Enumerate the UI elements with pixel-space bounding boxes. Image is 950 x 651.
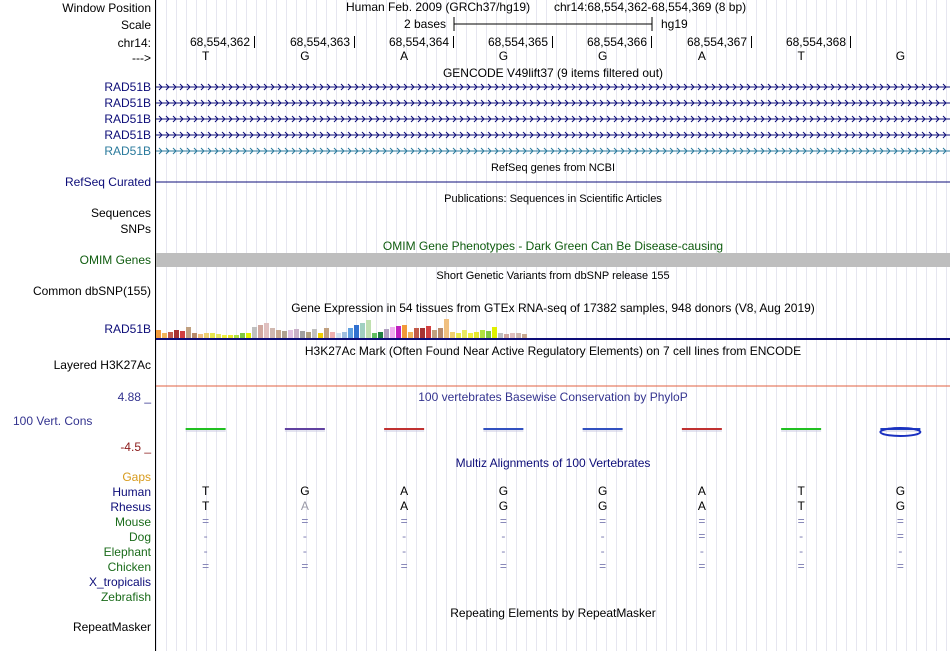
- aligned-base: -: [402, 529, 407, 543]
- aligned-base: =: [896, 514, 904, 528]
- aligned-base: A: [300, 499, 309, 513]
- species-label[interactable]: Zebrafish: [100, 590, 151, 604]
- species-label[interactable]: X_tropicalis: [88, 575, 151, 589]
- gtex-tissue-bar: [378, 332, 383, 338]
- aligned-base: =: [400, 559, 408, 573]
- snps-label[interactable]: SNPs: [120, 222, 151, 236]
- aligned-base: -: [501, 544, 506, 558]
- gtex-tissue-bar: [324, 328, 329, 338]
- ruler-tick: [354, 36, 355, 48]
- species-label[interactable]: Elephant: [103, 545, 151, 559]
- publications-track-title: Publications: Sequences in Scientific Articles: [444, 193, 662, 205]
- aligned-base: =: [301, 559, 309, 573]
- reference-base: T: [201, 49, 210, 63]
- gtex-tissue-bar: [408, 332, 413, 338]
- aligned-base: G: [300, 484, 310, 498]
- aligned-base: -: [799, 529, 804, 543]
- gtex-tissue-bar: [174, 330, 179, 338]
- gtex-tissue-bar: [360, 323, 365, 338]
- scale-text: 2 bases: [404, 17, 447, 31]
- gtex-tissue-bar: [426, 326, 431, 338]
- aligned-base: G: [597, 484, 608, 498]
- aligned-base: =: [698, 514, 706, 528]
- gtex-tissue-bar: [252, 327, 257, 338]
- aligned-base: T: [797, 484, 805, 498]
- scale-label: Scale: [120, 18, 151, 32]
- gtex-tissue-bar: [282, 331, 287, 338]
- aligned-base: G: [895, 499, 906, 513]
- ruler-tick: [850, 36, 851, 48]
- gtex-tissue-bar: [492, 327, 497, 338]
- gtex-track-title: Gene Expression in 54 tissues from GTEx RNA-seq of 17382 samples, 948 donors (V8, Aug 2019): [291, 301, 815, 315]
- aligned-base: -: [402, 544, 407, 558]
- gtex-tissue-bar: [264, 323, 269, 338]
- phylop-conservation-plot[interactable]: [156, 420, 950, 442]
- ruler-tick: [254, 36, 255, 48]
- ruler-label: 68,554,365: [487, 35, 548, 49]
- gtex-tissue-bar: [450, 332, 455, 338]
- gtex-tissue-bar: [270, 328, 275, 338]
- aligned-base: A: [400, 484, 409, 498]
- gtex-tissue-bar: [222, 335, 227, 338]
- ruler-label: 68,554,368: [785, 35, 846, 49]
- aligned-base: =: [797, 514, 805, 528]
- gtex-tissue-bar: [396, 326, 401, 338]
- gencode-item-label-3[interactable]: RAD51B: [104, 112, 151, 126]
- gtex-tissue-bar: [342, 332, 347, 338]
- layered-h3k27ac-label[interactable]: Layered H3K27Ac: [53, 358, 151, 372]
- aligned-base: =: [599, 514, 607, 528]
- aligned-base: =: [301, 514, 309, 528]
- gtex-tissue-bar: [336, 333, 341, 338]
- reference-base: T: [797, 49, 805, 63]
- reference-base: G: [895, 49, 906, 63]
- aligned-base: T: [201, 499, 210, 513]
- repeatmasker-track-title: Repeating Elements by RepeatMasker: [450, 606, 656, 620]
- gtex-tissue-bar: [348, 328, 353, 338]
- gtex-tissue-bar: [288, 330, 293, 338]
- species-label[interactable]: Dog: [128, 530, 151, 544]
- gtex-tissue-bar: [486, 331, 491, 338]
- ruler-label: 68,554,366: [586, 35, 647, 49]
- aligned-base: A: [697, 484, 706, 498]
- aligned-base: -: [203, 544, 208, 558]
- gtex-tissue-bar: [468, 333, 473, 338]
- gtex-tissue-bar: [516, 333, 521, 338]
- aligned-base: =: [400, 514, 408, 528]
- dbsnp-track-title: Short Genetic Variants from dbSNP release 155: [436, 270, 670, 282]
- gtex-tissue-bar: [234, 335, 239, 338]
- gtex-tissue-bar: [504, 334, 509, 338]
- gencode-item-label-2[interactable]: RAD51B: [104, 96, 151, 110]
- gtex-tissue-bar: [318, 333, 323, 338]
- ruler-tick: [552, 36, 553, 48]
- aligned-base: -: [799, 544, 804, 558]
- scale-bar: [156, 16, 950, 32]
- gtex-tissue-bar: [474, 332, 479, 338]
- aligned-base: =: [797, 559, 805, 573]
- aligned-base: =: [499, 514, 507, 528]
- aligned-base: T: [201, 484, 210, 498]
- assembly-text: Human Feb. 2009 (GRCh37/hg19): [346, 0, 531, 14]
- gtex-expression-bars[interactable]: [156, 316, 950, 342]
- aligned-base: G: [597, 499, 608, 513]
- gtex-tissue-bar: [432, 330, 437, 338]
- common-dbsnp-label[interactable]: Common dbSNP(155): [32, 284, 151, 298]
- gtex-tissue-bar: [510, 333, 515, 338]
- multiz-track-title: Multiz Alignments of 100 Vertebrates: [455, 456, 651, 470]
- species-label[interactable]: Mouse: [114, 515, 151, 529]
- aligned-base: -: [699, 544, 704, 558]
- gencode-transcripts[interactable]: [156, 80, 950, 160]
- gtex-tissue-bar: [240, 333, 245, 338]
- gtex-tissue-bar: [522, 334, 527, 338]
- gtex-tissue-bar: [402, 325, 407, 338]
- aligned-base: -: [600, 529, 605, 543]
- h3k27ac-signal[interactable]: [156, 378, 950, 390]
- reference-base: G: [498, 49, 509, 63]
- reference-base: A: [697, 49, 706, 63]
- aligned-base: =: [698, 529, 706, 543]
- gtex-tissue-bar: [276, 330, 281, 338]
- gtex-tissue-bar: [312, 329, 317, 338]
- gtex-tissue-bar: [384, 329, 389, 338]
- gtex-tissue-bar: [444, 319, 449, 338]
- aligned-base: -: [302, 529, 307, 543]
- gtex-tissue-bar: [462, 330, 467, 338]
- species-label[interactable]: Chicken: [107, 560, 151, 574]
- omim-genes-label[interactable]: OMIM Genes: [79, 253, 151, 267]
- aligned-base: =: [698, 559, 706, 573]
- aligned-base: -: [302, 544, 307, 558]
- h3k27ac-track-title: H3K27Ac Mark (Often Found Near Active Regulatory Elements) on 7 cell lines from ENCODE: [304, 344, 802, 358]
- reference-base: A: [400, 49, 409, 63]
- reference-base: G: [597, 49, 608, 63]
- gtex-tissue-bar: [390, 327, 395, 338]
- phylop-track-label[interactable]: 100 Vert. Cons: [13, 414, 93, 428]
- gtex-tissue-bar: [306, 332, 311, 338]
- aligned-base: =: [599, 559, 607, 573]
- aligned-base: =: [202, 559, 210, 573]
- gtex-tissue-bar: [480, 330, 485, 338]
- gtex-tissue-bar: [420, 328, 425, 338]
- refseq-curated-label[interactable]: RefSeq Curated: [64, 175, 151, 189]
- gtex-tissue-bar: [198, 334, 203, 338]
- refseq-track-title: RefSeq genes from NCBI: [490, 162, 616, 174]
- gencode-item-label-4[interactable]: RAD51B: [104, 128, 151, 142]
- aligned-base: A: [400, 499, 409, 513]
- gtex-tissue-bar: [438, 328, 443, 338]
- gtex-tissue-bar: [258, 325, 263, 338]
- ruler-tick: [651, 36, 652, 48]
- gtex-tissue-bar: [156, 330, 161, 338]
- gtex-tissue-bar: [354, 325, 359, 338]
- chrom-label: chr14:: [117, 36, 151, 50]
- phylop-track-title: 100 vertebrates Basewise Conservation by PhyloP: [418, 390, 688, 404]
- gtex-tissue-bar: [216, 334, 221, 338]
- gtex-tissue-bar: [228, 335, 233, 338]
- aligned-base: =: [896, 559, 904, 573]
- gtex-tissue-bar: [204, 333, 209, 338]
- gtex-tissue-bar: [246, 333, 251, 338]
- window-position-label: Window Position: [62, 1, 151, 15]
- gencode-item-label-5[interactable]: RAD51B: [104, 144, 151, 158]
- strand-label: --->: [132, 51, 151, 65]
- position-text: chr14:68,554,362-68,554,369 (8 bp): [554, 0, 747, 14]
- gtex-tissue-bar: [414, 328, 419, 338]
- aligned-base: G: [895, 484, 906, 498]
- phylop-min-label: -4.5 _: [120, 440, 151, 454]
- aligned-base: A: [697, 499, 706, 513]
- aligned-base: T: [797, 499, 805, 513]
- gtex-tissue-bar: [498, 333, 503, 338]
- aligned-base: G: [498, 499, 509, 513]
- tracks-panel[interactable]: [156, 0, 950, 651]
- ruler-label: 68,554,364: [388, 35, 449, 49]
- gencode-track-title: GENCODE V49lift37 (9 items filtered out): [442, 66, 664, 80]
- gtex-tissue-bar: [294, 329, 299, 338]
- aligned-base: =: [896, 529, 904, 543]
- species-label[interactable]: Human: [112, 485, 151, 499]
- db-text: hg19: [661, 17, 688, 31]
- track-labels-column: [0, 0, 155, 651]
- gtex-tissue-bar: [162, 333, 167, 338]
- aligned-base: -: [600, 544, 605, 558]
- aligned-base: =: [202, 514, 210, 528]
- aligned-base: G: [498, 484, 509, 498]
- gtex-gene-label[interactable]: RAD51B: [104, 322, 151, 336]
- aligned-base: -: [203, 529, 208, 543]
- gtex-tissue-bar: [192, 333, 197, 338]
- sequences-label[interactable]: Sequences: [90, 206, 151, 220]
- gtex-tissue-bar: [330, 332, 335, 338]
- ruler-tick: [453, 36, 454, 48]
- gtex-tissue-bar: [372, 333, 377, 338]
- ruler-label: 68,554,363: [289, 35, 350, 49]
- gtex-tissue-bar: [366, 320, 371, 338]
- gtex-tissue-bar: [300, 331, 305, 338]
- phylop-max-label: 4.88 _: [117, 390, 151, 404]
- reference-base: G: [300, 49, 310, 63]
- ruler-label: 68,554,367: [686, 35, 747, 49]
- omim-gene-bar[interactable]: [156, 253, 950, 267]
- repeatmasker-label[interactable]: RepeatMasker: [72, 620, 151, 634]
- ruler-label: 68,554,362: [189, 35, 250, 49]
- ruler-tick: [751, 36, 752, 48]
- gaps-label[interactable]: Gaps: [122, 470, 151, 484]
- aligned-base: =: [499, 559, 507, 573]
- species-label[interactable]: Rhesus: [110, 500, 151, 514]
- omim-track-title: OMIM Gene Phenotypes - Dark Green Can Be Disease-causing: [382, 239, 724, 253]
- gtex-tissue-bar: [186, 327, 191, 338]
- gtex-tissue-bar: [210, 333, 215, 338]
- aligned-base: -: [501, 529, 506, 543]
- refseq-curated-feature[interactable]: [156, 176, 950, 188]
- aligned-base: -: [898, 544, 903, 558]
- gtex-tissue-bar: [180, 331, 185, 338]
- gencode-item-label-1[interactable]: RAD51B: [104, 80, 151, 94]
- gtex-tissue-bar: [168, 332, 173, 338]
- gtex-tissue-bar: [456, 333, 461, 338]
